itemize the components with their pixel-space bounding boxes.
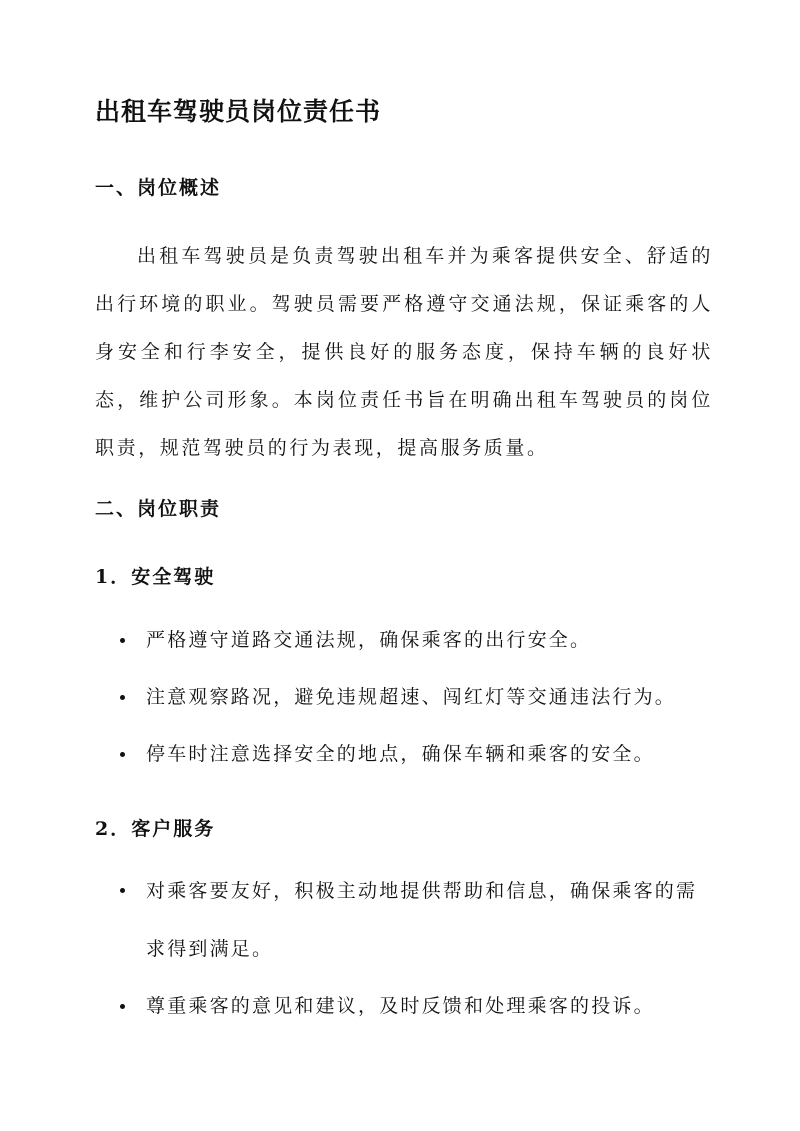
bullet-dot-icon bbox=[120, 888, 125, 893]
safe-driving-list bbox=[118, 612, 718, 783]
bullet-dot-icon bbox=[120, 695, 125, 700]
list-item-text: 停车时注意选择安全的地点，确保车辆和乘客的安全。 bbox=[146, 743, 655, 765]
customer-service-list bbox=[118, 862, 698, 1035]
document-title: 出租车驾驶员岗位责任书 bbox=[95, 97, 382, 126]
bullet-dot-icon bbox=[120, 752, 125, 757]
section-heading-duties: 二、岗位职责 bbox=[95, 498, 222, 520]
section-heading-overview: 一、岗位概述 bbox=[95, 177, 222, 199]
list-item bbox=[118, 862, 698, 978]
list-item-text: 对乘客要友好，积极主动地提供帮助和信息，确保乘客的需求得到满足。 bbox=[146, 880, 698, 960]
list-item-text: 严格遵守道路交通法规，确保乘客的出行安全。 bbox=[146, 629, 592, 651]
overview-paragraph: 出租车驾驶员是负责驾驶出租车并为乘客提供安全、舒适的出行环境的职业。驾驶员需要严格遵守交通法规，保证乘客的人身安全和行李安全，提供良好的服务态度，保持车辆的良好状态，维护公司形象。本岗位责任书旨在明确出租车驾驶员的岗位职责，规范驾驶员的行为表现，提高服务质量。 bbox=[95, 245, 713, 459]
bullet-dot-icon bbox=[120, 638, 125, 643]
list-item-text: 尊重乘客的意见和建议，及时反馈和处理乘客的投诉。 bbox=[146, 995, 655, 1017]
subsection-heading-safe-driving: 1．安全驾驶 bbox=[95, 566, 216, 588]
list-item-text: 注意观察路况，避免违规超速、闯红灯等交通违法行为。 bbox=[146, 686, 677, 708]
list-item bbox=[118, 978, 698, 1035]
list-item bbox=[118, 669, 718, 726]
list-item bbox=[118, 612, 718, 669]
subsection-heading-customer-service: 2．客户服务 bbox=[95, 818, 216, 840]
bullet-dot-icon bbox=[120, 1004, 125, 1009]
list-item bbox=[118, 726, 718, 783]
